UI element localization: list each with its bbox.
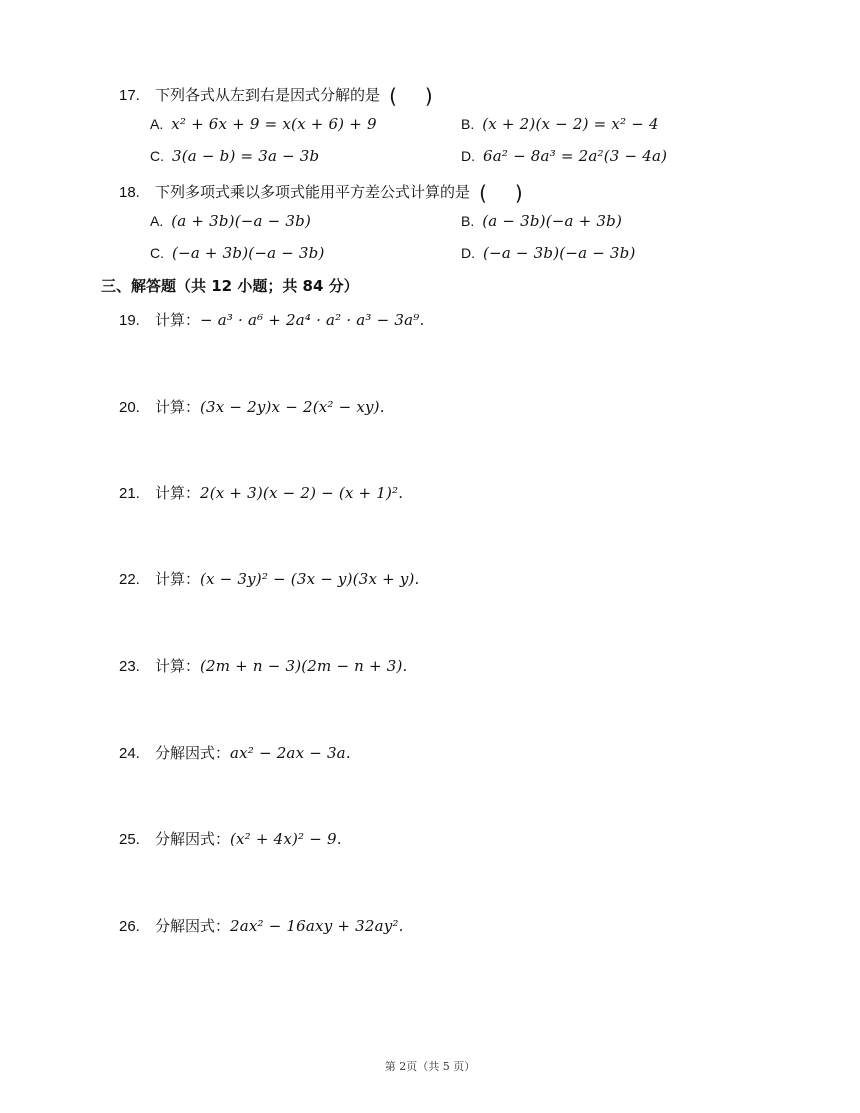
option-expression: 3(a − b) = 3a − 3b	[172, 147, 320, 165]
option-expression: x² + 6x + 9 = x(x + 6) + 9	[171, 115, 377, 133]
question-label: 分解因式：	[154, 744, 230, 762]
option-c	[150, 146, 319, 165]
option-letter: A.	[150, 213, 164, 229]
question-expression: (2m + n − 3)(2m − n + 3).	[199, 657, 408, 675]
question-number: 21.	[119, 485, 140, 502]
answer-open-paren: (	[389, 84, 397, 108]
option-a	[150, 211, 311, 230]
question-label: 计算：	[154, 311, 200, 329]
option-expression: (a + 3b)(−a − 3b)	[171, 212, 311, 230]
question-22	[119, 568, 420, 589]
page-footer: 第 2页（共 5 页）	[384, 1060, 476, 1073]
question-text: 下列各式从左到右是因式分解的是	[154, 86, 380, 104]
option-expression: (−a + 3b)(−a − 3b)	[172, 244, 325, 262]
option-expression: (x + 2)(x − 2) = x² − 4	[482, 115, 659, 133]
option-expression: 6a² − 8a³ = 2a²(3 − 4a)	[483, 147, 668, 165]
question-number: 24.	[119, 745, 140, 762]
option-expression: (−a − 3b)(−a − 3b)	[483, 244, 636, 262]
question-18	[119, 181, 523, 205]
option-letter: D.	[461, 148, 475, 164]
question-label: 计算：	[154, 570, 200, 588]
option-b	[461, 211, 622, 230]
section-heading: 三、解答题（共 12 小题；共 84 分）	[101, 277, 359, 295]
question-expression: ax² − 2ax − 3a.	[229, 744, 351, 762]
answer-open-paren: (	[479, 181, 487, 205]
option-c	[150, 243, 325, 262]
question-expression: (x − 3y)² − (3x − y)(3x + y).	[199, 570, 420, 588]
option-letter: A.	[150, 116, 164, 132]
question-label: 分解因式：	[154, 917, 230, 935]
question-label: 分解因式：	[154, 830, 230, 848]
answer-close-paren: )	[514, 181, 523, 205]
question-number: 23.	[119, 658, 140, 675]
question-number: 22.	[119, 571, 140, 588]
question-expression: (3x − 2y)x − 2(x² − xy).	[199, 398, 385, 416]
question-expression: 2(x + 3)(x − 2) − (x + 1)².	[199, 484, 404, 502]
question-25	[119, 828, 342, 849]
option-d	[461, 243, 636, 262]
option-letter: C.	[150, 245, 164, 261]
question-19	[119, 309, 424, 330]
question-number: 26.	[119, 918, 140, 935]
question-number: 17.	[119, 87, 140, 104]
option-letter: D.	[461, 245, 475, 261]
question-23	[119, 655, 408, 676]
option-letter: B.	[461, 213, 475, 229]
question-expression: 2ax² − 16axy + 32ay².	[229, 917, 404, 935]
question-26	[119, 915, 404, 936]
question-expression: (x² + 4x)² − 9.	[229, 830, 342, 848]
question-21	[119, 482, 403, 503]
question-17	[119, 84, 433, 108]
question-expression: − a³ · a⁶ + 2a⁴ · a² · a³ − 3a⁹.	[199, 311, 425, 329]
question-number: 18.	[119, 184, 140, 201]
question-number: 25.	[119, 831, 140, 848]
question-text: 下列多项式乘以多项式能用平方差公式计算的是	[154, 183, 470, 201]
question-label: 计算：	[154, 657, 200, 675]
question-label: 计算：	[154, 398, 200, 416]
option-letter: B.	[461, 116, 475, 132]
question-label: 计算：	[154, 484, 200, 502]
question-number: 19.	[119, 312, 140, 329]
option-d	[461, 146, 667, 165]
option-expression: (a − 3b)(−a + 3b)	[482, 212, 622, 230]
question-20	[119, 396, 385, 417]
question-24	[119, 742, 351, 763]
question-number: 20.	[119, 399, 140, 416]
option-a	[150, 114, 377, 133]
option-b	[461, 114, 659, 133]
option-letter: C.	[150, 148, 164, 164]
answer-close-paren: )	[424, 84, 433, 108]
